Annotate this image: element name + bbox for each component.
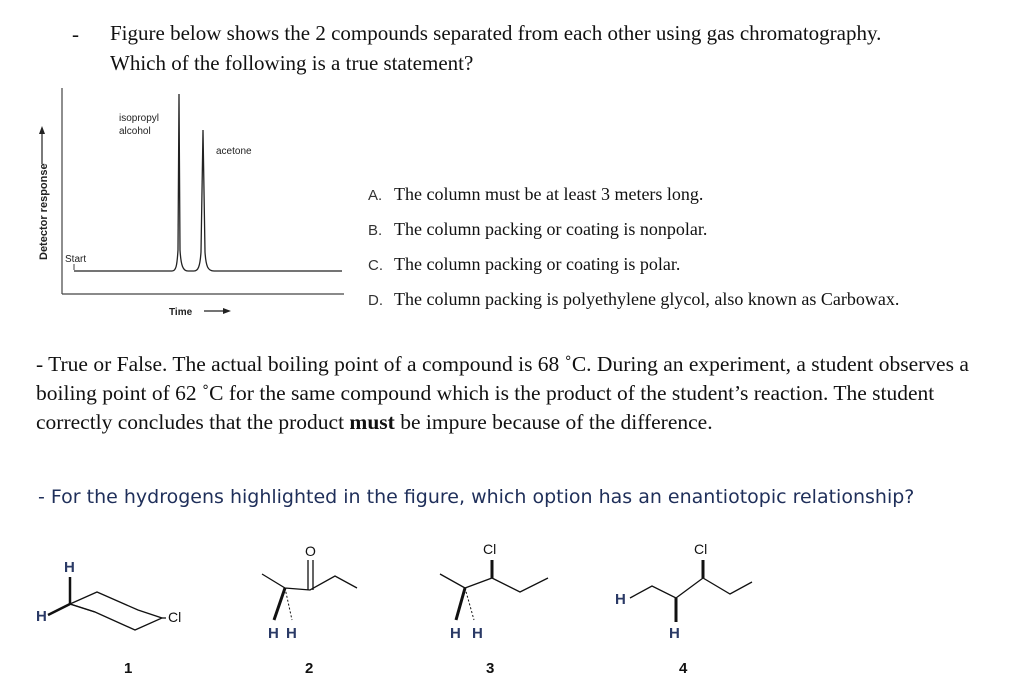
molecule-2 (262, 543, 357, 677)
m3-number: 3 (486, 660, 495, 677)
m1-chair-ring (70, 592, 162, 630)
question1-bullet: - (72, 22, 79, 46)
m1-h-top: H (64, 559, 75, 576)
y-axis-label: Detector response (38, 163, 50, 260)
m3-hash (465, 588, 474, 620)
choice-a-letter: A. (368, 187, 383, 204)
choice-b-text: The column packing or coating is nonpolar. (394, 219, 708, 239)
choice-c-letter: C. (368, 257, 383, 274)
m1-number: 1 (124, 660, 133, 677)
choice-c[interactable] (368, 254, 1008, 289)
question2-part2: be impure because of the difference. (394, 410, 713, 434)
peak1-label-line2: alcohol (119, 126, 151, 137)
choice-a[interactable] (368, 184, 1008, 219)
molecule-3 (440, 541, 548, 677)
m3-cl: Cl (483, 541, 497, 557)
y-axis-arrow-head (39, 126, 45, 134)
m1-cl: Cl (168, 609, 182, 625)
question2-part1: - True or False. The actual boiling point of a compound is 68 ˚C. During an experiment, a student observes a boiling point of 62 ˚C for the same compound which is the product of the student’s reaction. The student correctly concludes that the product (36, 352, 969, 434)
m1-h-left: H (36, 608, 47, 625)
answer-choices (368, 184, 1008, 324)
m2-skeleton (262, 574, 357, 590)
m4-cl: Cl (694, 541, 708, 557)
chromatogram-figure (30, 80, 370, 330)
peak1-label-line1: isopropyl (119, 113, 160, 124)
m2-h2: H (286, 625, 297, 642)
choice-a-text: The column must be at least 3 meters long. (394, 184, 704, 204)
x-axis-label: Time (169, 307, 193, 318)
choice-d-text: The column packing is polyethylene glycol, also known as Carbowax. (394, 289, 900, 309)
choice-c-text: The column packing or coating is polar. (394, 254, 681, 274)
m4-number: 4 (679, 660, 688, 677)
m2-oxygen: O (305, 543, 316, 559)
choice-b[interactable] (368, 219, 1008, 254)
start-label: Start (65, 254, 87, 265)
m4-skeleton (630, 578, 752, 598)
m2-h1: H (268, 625, 279, 642)
m3-skeleton (440, 574, 548, 592)
choice-b-letter: B. (368, 222, 383, 239)
choice-d-letter: D. (368, 292, 383, 309)
m3-h1: H (450, 625, 461, 642)
m2-number: 2 (305, 660, 314, 677)
m4-h1: H (615, 591, 626, 608)
question2-bold: must (349, 410, 395, 434)
m2-hash (285, 588, 292, 620)
peak2-label: acetone (216, 146, 252, 157)
molecule-4 (615, 541, 752, 677)
x-axis-arrow-head (223, 308, 231, 314)
m3-wedge (456, 588, 465, 620)
molecules-figure (0, 530, 1024, 696)
molecule-1 (36, 559, 181, 677)
m3-h2: H (472, 625, 483, 642)
m1-h-left-bond (48, 604, 70, 615)
question3-text: - For the hydrogens highlighted in the figure, which option has an enantiotopic relationship? (38, 486, 915, 508)
question1-text: Figure below shows the 2 compounds separated from each other using gas chromatography. Which of the following is a true statement? (110, 21, 882, 75)
question2-text (36, 350, 996, 437)
choice-d[interactable] (368, 289, 1008, 324)
m4-h2: H (669, 625, 680, 642)
m2-wedge (274, 588, 285, 620)
chromatogram-trace (74, 94, 342, 271)
